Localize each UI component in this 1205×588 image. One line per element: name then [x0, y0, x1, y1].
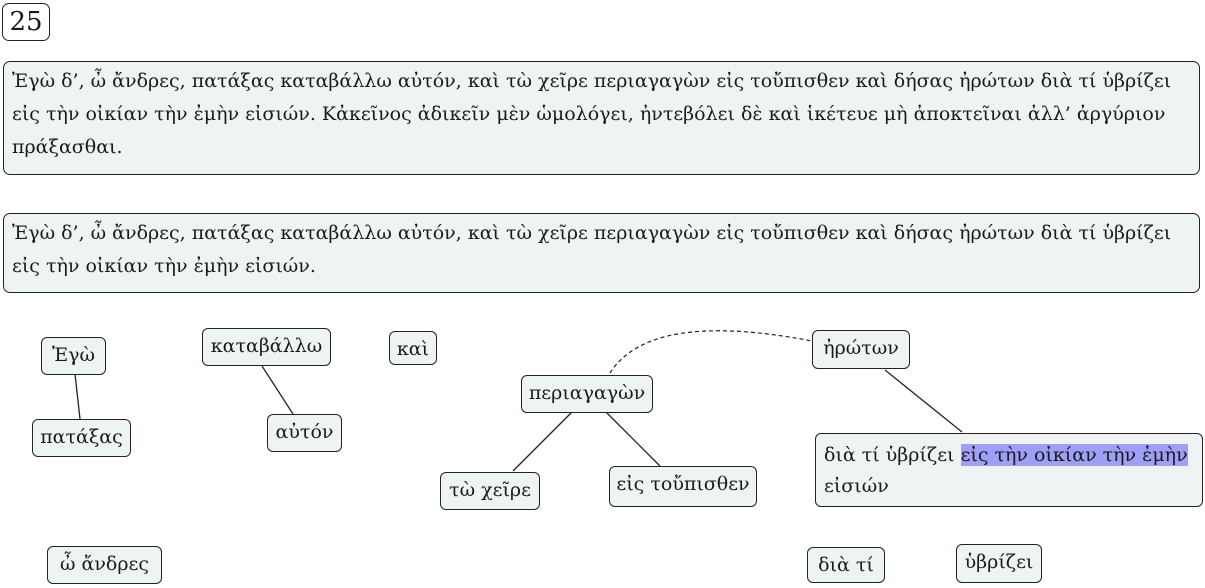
- node-kataballo[interactable]: καταβάλλω: [202, 328, 331, 366]
- node-hubrizei[interactable]: ὑβρίζει: [956, 544, 1042, 583]
- node-eroton[interactable]: ἠρώτων: [812, 330, 910, 369]
- link-kataballo-auton: [262, 366, 293, 414]
- passage-clause-text: Ἐγὼ δ’, ὦ ἄνδρες, πατάξας καταβάλλω αὐτόν, καὶ τὼ χεῖρε περιαγαγὼν εἰς τοὔπισθεν καὶ δήσας ἠρώτων διὰ τί ὑβρίζει εἰς τὴν οἰκίαν τὴν ἐμὴν εἰσιών.: [3, 213, 1200, 293]
- node-ego[interactable]: Ἐγὼ: [41, 337, 106, 375]
- node-clause-suffix: εἰσιών: [824, 475, 889, 497]
- node-auton[interactable]: αὐτόν: [267, 414, 342, 452]
- link-eroton-dia-ti: [885, 370, 962, 432]
- node-kai[interactable]: καὶ: [389, 331, 437, 365]
- node-eis-toupisthen[interactable]: εἰς τοὔπισθεν: [609, 466, 757, 507]
- highlighted-phrase[interactable]: εἰς τὴν οἰκίαν τὴν ἐμὴν: [960, 444, 1188, 466]
- link-ego-pataxas: [75, 374, 80, 419]
- node-dia-ti[interactable]: διὰ τί: [807, 547, 885, 583]
- link-periagagon-eroton-dashed: [610, 331, 812, 373]
- node-pataxas[interactable]: πατάξας: [32, 419, 131, 457]
- node-clause-prefix: διὰ τί ὑβρίζει: [824, 444, 955, 466]
- link-periagagon-to-cheire: [513, 412, 572, 471]
- node-o-andres[interactable]: ὦ ἄνδρες: [47, 546, 162, 584]
- page-number: 25: [2, 3, 50, 41]
- link-periagagon-eis-toupisthen: [606, 412, 660, 466]
- node-periagagon[interactable]: περιαγαγὼν: [521, 375, 653, 413]
- node-dia-ti-hubrizei-clause[interactable]: [815, 433, 1203, 507]
- passage-full-text: Ἐγὼ δ’, ὦ ἄνδρες, πατάξας καταβάλλω αὐτόν, καὶ τὼ χεῖρε περιαγαγὼν εἰς τοὔπισθεν καὶ δήσας ἠρώτων διὰ τί ὑβρίζει εἰς τὴν οἰκίαν τὴν ἐμὴν εἰσιών. Κἀκεῖνος ἀδικεῖν μὲν ὡμολόγει, ἠντεβόλει δὲ καὶ ἱκέτευε μὴ ἀποκτεῖναι ἀλλ’ ἀργύριον πράξασθαι.: [3, 61, 1200, 175]
- node-to-cheire[interactable]: τὼ χεῖρε: [440, 472, 540, 510]
